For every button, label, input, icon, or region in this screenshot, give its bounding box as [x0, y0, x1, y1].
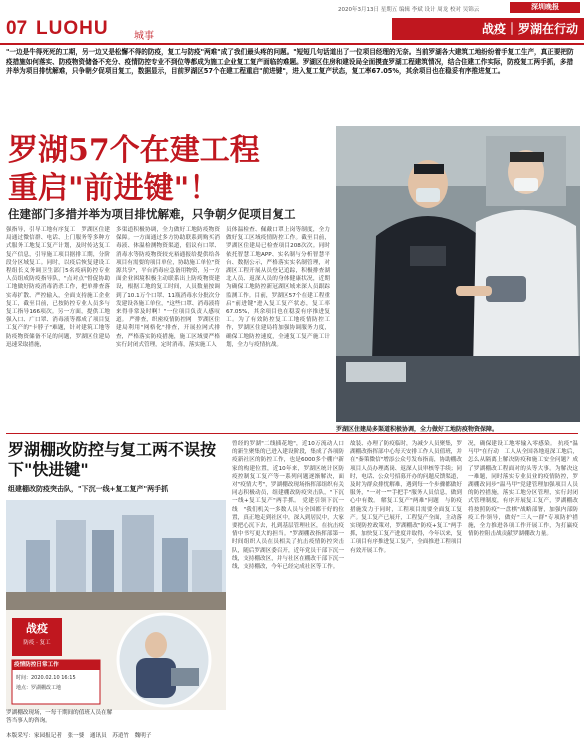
- story1-column-2: 多渠道积极协调，全力做好工地防疫物资保障。一方面通过多方协助联系到购买消毒液、体温检测物资渠道，倡议有口罩、消毒水等防疫物资较充裕通报给提供给各项目有需要的项目单位，协助施工单位"资源共享"，平台消毒应急备用物资，另一方面企业困境积极主动联系出上防疫物资建设，根据工地的复工时间，人员数量按调到了10.1万个口罩、11瓶消毒水分批次分发建设各施工单位，"这些口罩、消毒液将来得非常及时啊！"一位项目负责人感叹道。 严排查，织密疫情防控网 罗湖区住建局利用"网格化"排查，开展拉网式排查，严格落实防疫措施，施工区域要严格实行封闭式管理，定时消毒，落实施工人: [116, 227, 220, 348]
- story2-column-2: 故装、办理了防疫临时，为减少人员聚集，罗湖棚改指挥部中心每天安排工作人员值班，并在"秦策微信"增添公众号发布指南，协助棚改项目人员办理离岗、返深人员审核等手续；同时，电话、公众号招募开办的问题反馈渠道，及时为群众排忧解难，遇到每一个步骤都做好服务，"一对一""手把手"服务人员信息，做到心中有数。 解复工复产"两难"问题 与防疫措施发力于同时，工程项目需要全面复工复产。复工复产已展开，工程复产全面，主动落实现防控政策对，罗湖棚改"防疫+复工"两手抓，加快复工复产进度并取得，今年以来，复工项目有序推进复工复产，全面推进工程项目有效开展工作。: [350, 441, 462, 554]
- story2-photo: [6, 500, 226, 710]
- photo-illustration: [336, 126, 580, 422]
- newspaper-logo: 深圳晚报: [510, 2, 580, 13]
- page-number: 07: [6, 18, 28, 39]
- story1-headline-line1: 罗湖57个在建工程: [8, 133, 260, 168]
- story1-photo: [336, 126, 580, 422]
- badge-subtitle: 防疫 · 复工: [23, 640, 51, 646]
- story1-column-1: 强指导，引导工地有序复工 罗湖区住建局通过微信群、电话、上门服务等多种方式服务工地复工复产计划，及时传达复工复产信息，引导施工项目据排工期，分阶段分区域复工。同时，以疫后恢复建设工程组长义务调卫生部门5名疫病防控专业人员组成防疫指导队，"点对点"督促协助工地做好防疫消毒消杀工作，把单排查落实毒扩散、严控输入，全面支持施工企业复工，截至目前，已按防控专业人员多与复工指导166项次。另一方面，提供工地强入口、广口罩、消毒液等都成了项目复工复产的"卡脖子"难题，针对建筑工地等防疫物资储备不足的问题，罗湖区住建局迅速采取措施，: [6, 227, 110, 348]
- section-name: 城事: [134, 31, 154, 42]
- page-header: [0, 0, 584, 44]
- card-title: 疫情防控日常工作: [14, 662, 59, 668]
- story2-subheadline: 组建棚改防疫突击队，"下沉一线+复工复产"两手抓: [8, 485, 169, 493]
- story1-headline-line2: 重启"前进键"！: [8, 171, 220, 206]
- story2-photo-caption: 罗湖棚改现场，一每干期间的值班人员在解答当事人的咨询。: [6, 710, 113, 724]
- card-line-2: 地点：罗湖棚改工地: [16, 685, 62, 691]
- story2-headline: 罗湖棚改防控与复工两不误按下"快进键": [8, 440, 217, 479]
- edition-name: LUOHU: [36, 18, 109, 39]
- story1-subheadline: 住建部门多措并举为项目排忧解难，只争朝夕促项目复工: [8, 207, 296, 221]
- story2-column-1: 曾经的罗湖"二线插花地"，近10万流动人口的新生聚集的已进入建设阶段，集成了各项防疫新社区的防控工作，也是6000多个棚户新家的构建位置，近10年来，罗湖区统计区防疫控制复工复产等一系列问题逐渐解决，面对"疫情大考"，罗湖棚改现场指挥部组织有关同志积极动员，组建棚改防疫突击队，"下沉一线+复工复产"两手抓。 党建引领下沉一线 "我们机关一多数人员与全国都干好的位置，真正地走到社区中，深入到居民中，大家要把心沉下去，扎到基层管理社区，在抗击疫情中书写更大的担当。"罗湖棚改指挥部第一时间组织人员在员相关了抗击疫情防控突击队，随后罗湖区委召开，近年党员干部下沉一线，支持棚改区，并与社区在棚改干部下沉一线，支持棚改，今年已经完成社区等工作。: [232, 441, 344, 571]
- lead-paragraph: "一边是牛得死死的工期，另一边又是松懈不得的防疫，复工与防疫"两难"成了我们最头疼的问题。"短短几句话道出了一位项目经理的无奈。当前罗湖各大建筑工地纷纷着手复工生产，真正要把防疫措施如何落实、防疫物资储备不充分、疫情防控专业不到位等都成为施工企业复工复产面临的难题。罗湖区住房和建设局全面摸查罗湖工程建筑情况，结合住建工作实际，防疫复工两手抓，多措并举为项目排忧解难，只争朝夕促项目复工，数据显示，目前罗湖区57个在建工程重启"前进键"，进入复工复产状态，复工率67.05%，其余项目也在稳妥有序推进复工。: [6, 48, 574, 76]
- header-rule: [0, 43, 584, 45]
- section-banner: 战疫｜罗湖在行动: [392, 18, 584, 40]
- badge-title: 战疫: [26, 622, 48, 635]
- byline: 本版采写：家园报记者 张一婆 通讯员 苏逍竹 魏明子: [6, 733, 152, 739]
- story2-column-3: 况，确保建设工地零输入零感染。 抗疫"温马甲"在行动 工人从全国各地返深工地后，怎么从隔离上解决防疫和施工安全问题？成了罗湖棚改工程面对的头等大事。为解决这一难题，同时落实专业员业的疫情防控，罗湖棚改同步"温马甲"党建管理加强项目人员的防控措施，落实工地分区管理，实行封闭式管理制度，有序开展复工复产，罗湖棚改将按照防疫"一盘棋"战略部署，加强内部防疫工作领导，做好"三人一群"专项防护措施，全力推进各项工作开展工作，为打赢疫情防控阻击战贡献罗湖棚改力量。: [468, 441, 578, 538]
- story-divider: [6, 433, 578, 434]
- story1-column-3: 员体温检查、佩戴口罩上岗等制度，全力做好复工区域疫情防控工作。截至目前，罗湖区住建局已检查项目208次次。同时依托智慧工地APP、实名制与分析智慧平台、数据公示，严格落实实名制管理，对湖区工程开展从员登记追踪，积极排查湖北人员、返深人员的身体健康状况，近期为确保工地防控新冠湖区域来深人员跟踪监测工作。目前，罗湖区57个在建工程重启"前进键"进入复工复产状态，复工率67.05%，其余项目也在稳妥有序推进复工。为了有效防控复工工地疫情防控工作，罗湖区住建局将加强协调服务力度，确保工地防控速度，全速复工复产施工计划，全力与疫情抗战。: [226, 227, 330, 348]
- card-line-1: 时间：2020.02.10 16:15: [16, 675, 76, 681]
- story1-headline: [8, 132, 308, 208]
- story1-photo-caption: 罗湖区住建局多渠道积极协调，全力做好工地防疫物资保障。: [336, 426, 499, 433]
- issue-meta: 2020年3月13日 星期五 编辑 李斌 设计 周龙 校对 吴锦云: [338, 7, 480, 13]
